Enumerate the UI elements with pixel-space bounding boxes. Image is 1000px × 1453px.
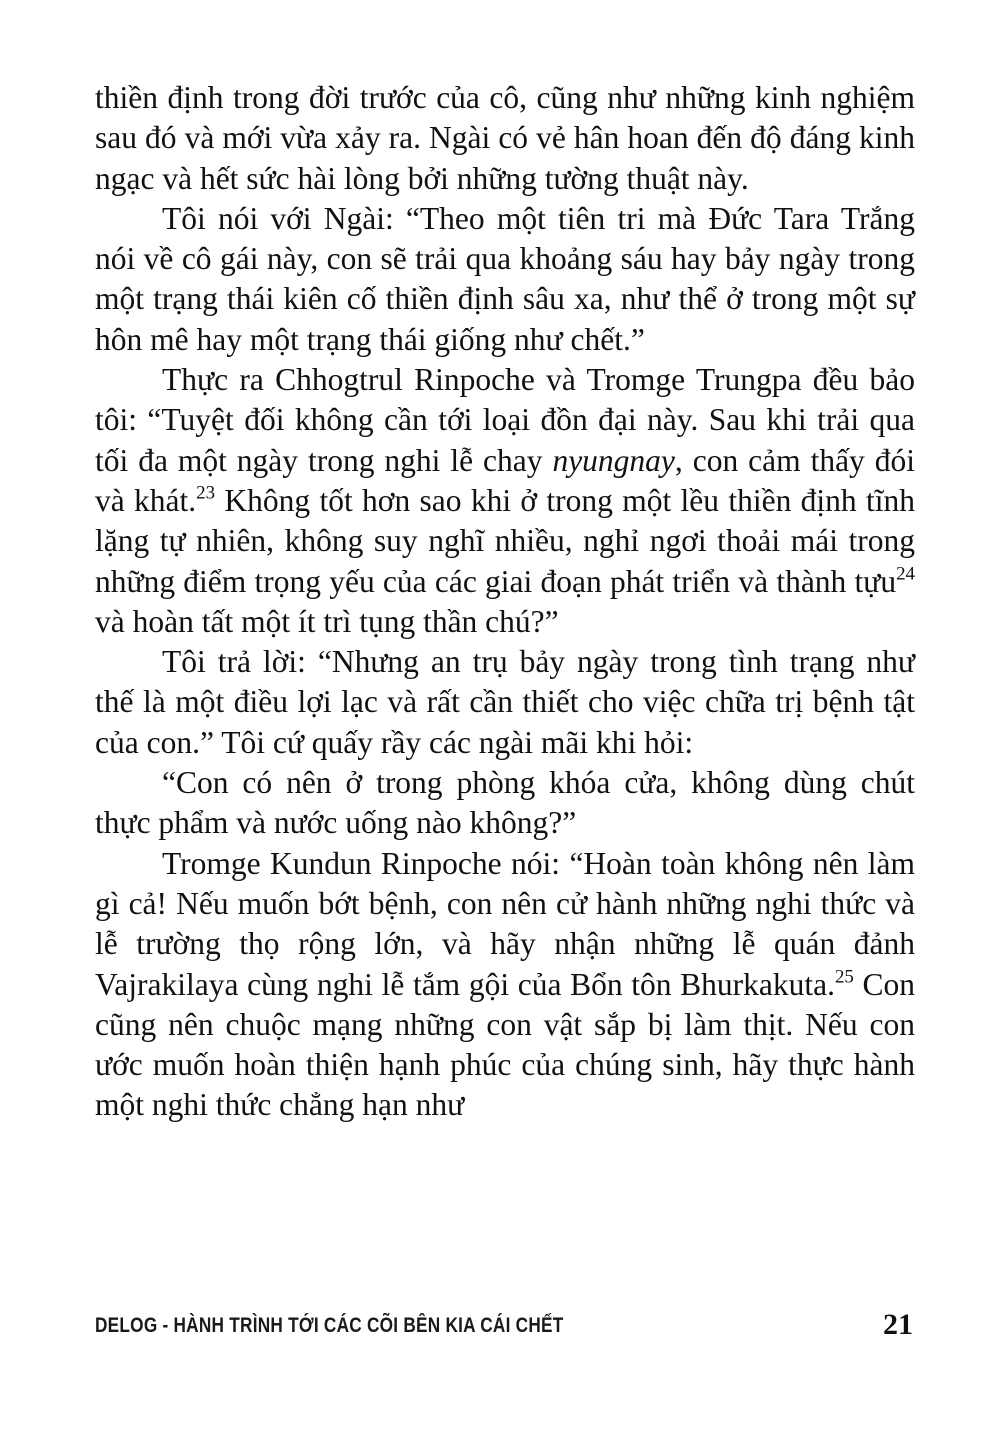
page-footer (95, 1308, 915, 1348)
paragraph: Tôi nói với Ngài: “Theo một tiên tri mà Đức Tara Trắng nói về cô gái này, con sẽ trải qua khoảng sáu hay bảy ngày trong một trạng thái kiên cố thiền định sâu xa, như thể ở trong một sự hôn mê hay một trạng thái giống như chết.” (95, 200, 915, 357)
paragraph: “Con có nên ở trong phòng khóa cửa, không dùng chút thực phẩm và nước uống nào không?” (95, 765, 915, 841)
paragraph: thiền định trong đời trước của cô, cũng như những kinh nghiệm sau đó và mới vừa xảy ra. Ngài có vẻ hân hoan đến độ đáng kinh ngạc và hết sức hài lòng bởi những tường thuật này. (95, 80, 915, 196)
paragraph: Tôi trả lời: “Nhưng an trụ bảy ngày trong tình trạng như thế là một điều lợi lạc và rất cần thiết cho việc chữa trị bệnh tật của con.” Tôi cứ quấy rầy các ngài mãi khi hỏi: (95, 644, 915, 760)
footnote-ref: 25 (834, 966, 854, 988)
italic-term: nyungnay (552, 442, 675, 478)
paragraph: Thực ra Chhogtrul Rinpoche và Tromge Trungpa đều bảo tôi: “Tuyệt đối không cần tới loại đồn đại này. Sau khi trải qua tối đa một ngày trong nghi lễ chay nyungnay, con cảm thấy đói và khát.$^{23}$ Không tốt hơn sao khi ở trong một lều thiền định tĩnh lặng tự nhiên, không suy nghĩ nhiều, nghỉ ngơi thoải mái trong những điểm trọng yếu của các giai đoạn phát triển và thành tựu$^{24}$ và hoàn tất một ít trì tụng thần chú?” (95, 362, 915, 639)
page-number: 21 (883, 1308, 913, 1341)
footnote-ref: 23 (196, 482, 216, 504)
footnote-ref: 24 (896, 563, 915, 585)
running-title: DELOG - HÀNH TRÌNH TỚI CÁC CÕI BÊN KIA CÁI CHẾT (95, 1314, 564, 1337)
paragraph: Tromge Kundun Rinpoche nói: “Hoàn toàn không nên làm gì cả! Nếu muốn bớt bệnh, con nên cử hành những nghi thức và lễ trường thọ rộng lớn, và hãy nhận những lễ quán đảnh Vajrakilaya cùng nghi lễ tắm gội của Bổn tôn Bhurkakuta.$^{25}$ Con cũng nên chuộc mạng những con vật sắp bị làm thịt. Nếu con ước muốn hoàn thiện hạnh phúc của chúng sinh, hãy thực hành một nghi thức chẳng hạn như (95, 845, 915, 1123)
body-text (95, 78, 915, 1126)
